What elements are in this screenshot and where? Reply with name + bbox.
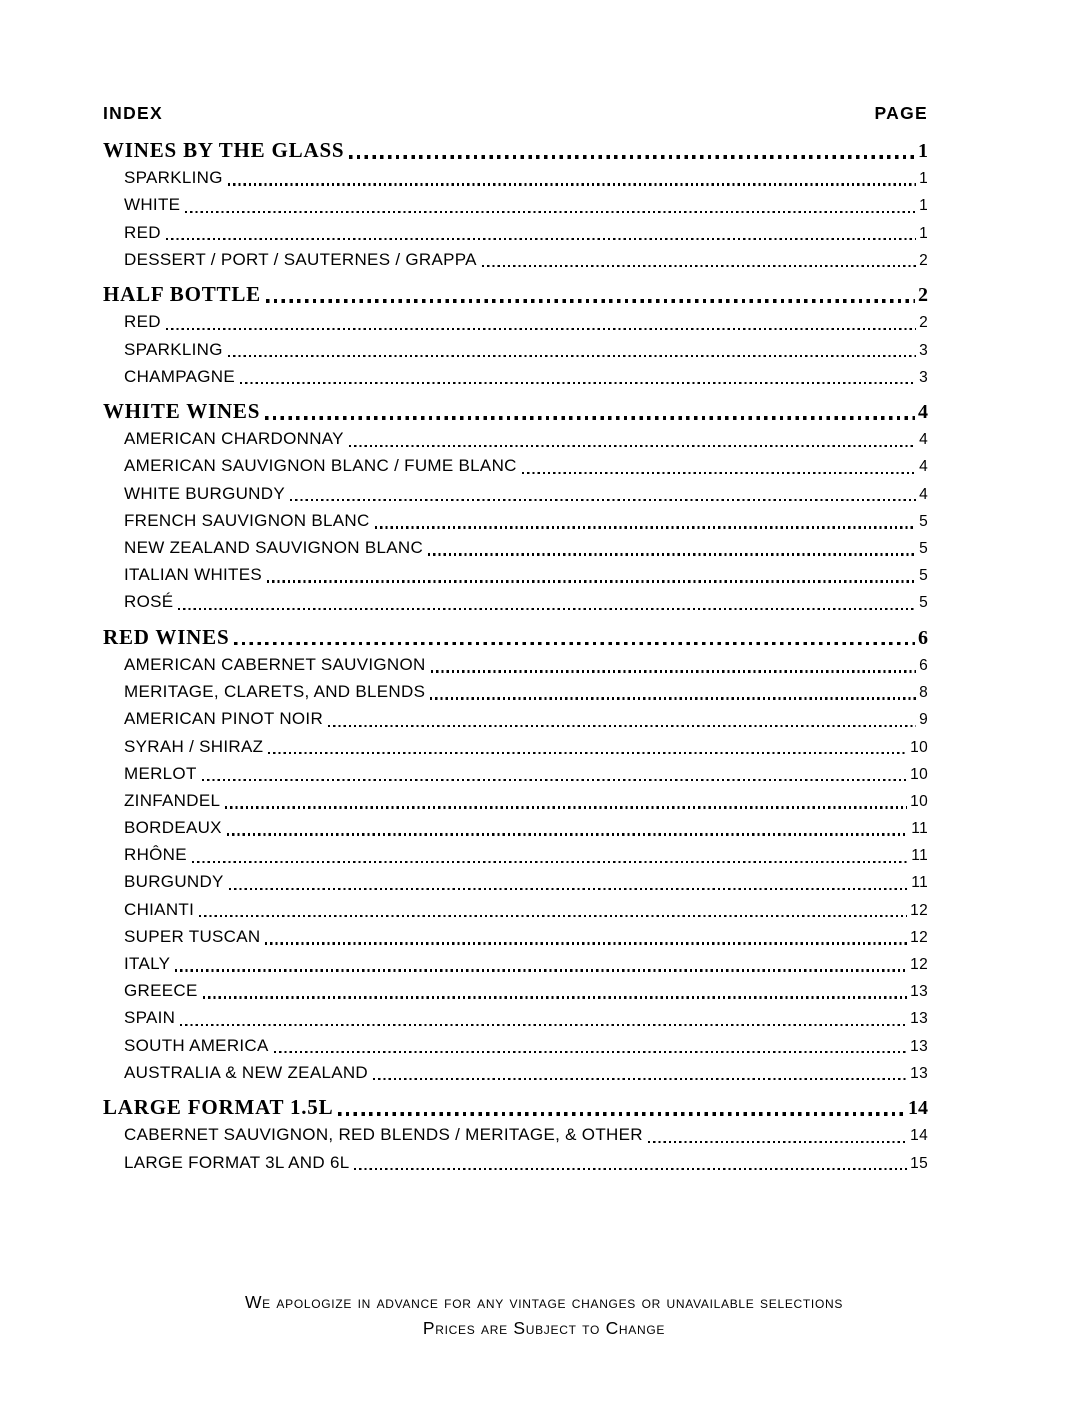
footer-line-vintage: We apologize in advance for any vintage changes or unavailable selections — [244, 1292, 844, 1312]
toc-entry-label: FRENCH SAUVIGNON BLANC — [124, 510, 370, 530]
page-column-heading: PAGE — [874, 103, 928, 123]
toc-entry-label: SPARKLING — [124, 339, 223, 359]
toc-row — [103, 624, 928, 651]
toc-entry-label: SUPER TUSCAN — [124, 926, 261, 946]
toc-row — [103, 868, 928, 895]
dot-leader — [349, 155, 915, 159]
toc-entry-page: 5 — [919, 512, 928, 530]
toc-row — [103, 588, 928, 615]
dot-leader — [185, 211, 916, 213]
toc-entry-label: RED — [124, 222, 161, 242]
toc-entry-page: 4 — [919, 485, 928, 503]
dot-leader — [227, 833, 908, 835]
toc-entry-page: 12 — [910, 956, 928, 973]
dot-leader — [648, 1141, 907, 1143]
toc-entry-page: 6 — [919, 656, 928, 674]
toc-row — [103, 1149, 928, 1176]
toc-entry-page: 13 — [910, 1064, 928, 1082]
toc-content — [103, 102, 928, 1176]
toc-entry-page: 2 — [919, 314, 928, 332]
toc-entry-label: CHAMPAGNE — [124, 366, 236, 386]
dot-leader — [373, 1078, 907, 1080]
toc-row — [103, 1094, 928, 1121]
footer-note — [0, 1289, 1088, 1341]
toc-entry-page: 5 — [919, 540, 928, 557]
toc-row — [103, 507, 928, 534]
toc-entry-page: 2 — [919, 251, 928, 269]
toc-entry-page: 13 — [910, 983, 928, 1001]
toc-entry-label: HALF BOTTLE — [103, 282, 261, 307]
dot-leader — [354, 1168, 907, 1170]
toc-row — [103, 425, 928, 452]
toc-entry-label: RED — [124, 312, 161, 332]
toc-row — [103, 191, 928, 218]
toc-entry-page: 11 — [911, 874, 928, 892]
toc-entry-page: 4 — [919, 431, 928, 449]
toc-row — [103, 760, 928, 787]
toc-entry-page: 11 — [911, 847, 928, 865]
toc-entry-label: BORDEAUX — [124, 818, 222, 838]
toc-entry-page: 13 — [910, 1037, 928, 1055]
dot-leader — [225, 806, 907, 808]
toc-entry-label: NEW ZEALAND SAUVIGNON BLANC — [124, 538, 424, 557]
toc-entry-page: 10 — [910, 765, 928, 783]
toc-row — [103, 1121, 928, 1148]
toc-entry-label: SPARKLING — [124, 168, 223, 188]
dot-leader — [267, 580, 916, 582]
index-heading: INDEX — [103, 103, 163, 123]
toc-entry-page: 3 — [919, 368, 928, 386]
toc-entry-label: AMERICAN CHARDONNAY — [124, 429, 344, 449]
dot-leader — [328, 725, 916, 727]
toc-entry-label: LARGE FORMAT 3L AND 6L — [124, 1152, 350, 1172]
toc-row — [103, 814, 928, 841]
toc-entry-page: 12 — [910, 901, 928, 919]
toc-entry-page: 11 — [911, 820, 928, 838]
toc-entry-page: 1 — [919, 170, 928, 188]
dot-leader — [199, 915, 907, 917]
toc-row — [103, 1004, 928, 1031]
toc-entry-label: CABERNET SAUVIGNON, RED BLENDS / MERITAGE, & OTHER — [124, 1125, 643, 1145]
dot-leader — [268, 752, 907, 754]
toc-entry-page: 3 — [919, 341, 928, 359]
dot-leader — [265, 942, 907, 944]
dot-leader — [338, 1112, 905, 1116]
dot-leader — [349, 445, 916, 447]
toc-entry-page: 15 — [910, 1154, 928, 1172]
dot-leader — [375, 526, 916, 528]
dot-leader — [166, 238, 916, 240]
toc-row — [103, 219, 928, 246]
toc-entry-label: AUSTRALIA & NEW ZEALAND — [124, 1062, 369, 1082]
toc-row — [103, 561, 928, 588]
toc-entry-label: ITALY — [124, 954, 171, 973]
dot-leader — [522, 472, 916, 474]
dot-leader — [228, 355, 916, 357]
dot-leader — [175, 969, 907, 971]
dot-leader — [265, 416, 915, 420]
toc-row — [103, 896, 928, 923]
toc-row — [103, 1059, 928, 1086]
dot-leader — [229, 888, 909, 890]
toc-entry-page: 8 — [919, 684, 928, 702]
toc-entry-label: AMERICAN PINOT NOIR — [124, 709, 324, 729]
toc-row — [103, 281, 928, 308]
toc-entry-page: 6 — [918, 626, 928, 649]
dot-leader — [180, 1024, 907, 1026]
toc-entry-label: RHÔNE — [124, 845, 187, 865]
toc-row — [103, 398, 928, 425]
toc-row — [103, 137, 928, 164]
toc-entry-label: AMERICAN CABERNET SAUVIGNON — [124, 654, 426, 674]
dot-leader — [428, 553, 916, 555]
toc-entry-label: SOUTH AMERICA — [124, 1035, 269, 1055]
toc-entry-page: 10 — [910, 738, 928, 756]
dot-leader — [482, 265, 916, 267]
dot-leader — [266, 299, 915, 303]
toc-entry-label: ZINFANDEL — [124, 790, 221, 810]
dot-leader — [166, 328, 916, 330]
toc-entry-label: RED WINES — [103, 624, 230, 649]
toc-entry-page: 14 — [908, 1097, 928, 1120]
toc-entry-label: AMERICAN SAUVIGNON BLANC / FUME BLANC — [124, 456, 517, 476]
dot-leader — [192, 861, 908, 863]
toc-entry-label: MERITAGE, CLARETS, AND BLENDS — [124, 682, 426, 702]
toc-entry-label: GREECE — [124, 981, 198, 1001]
toc-entry-page: 5 — [919, 567, 928, 585]
toc-row — [103, 841, 928, 868]
toc-entry-label: ITALIAN WHITES — [124, 565, 263, 585]
toc-row — [103, 164, 928, 191]
toc-header — [103, 102, 928, 124]
toc-row — [103, 651, 928, 678]
toc-row — [103, 923, 928, 950]
toc-entry-page: 2 — [918, 284, 928, 307]
toc-entry-page: 1 — [918, 140, 928, 162]
toc-row — [103, 678, 928, 705]
footer-line-prices: Prices are Subject to Change — [422, 1318, 666, 1338]
toc-entry-label: WINES BY THE GLASS — [103, 138, 345, 162]
toc-entry-page: 1 — [919, 197, 928, 215]
toc-row — [103, 705, 928, 732]
dot-leader — [203, 996, 908, 998]
toc-entry-label: SPAIN — [124, 1008, 176, 1028]
toc-entry-label: CHIANTI — [124, 899, 195, 919]
toc-row — [103, 1032, 928, 1059]
toc-row — [103, 363, 928, 390]
toc-entry-page: 4 — [918, 401, 928, 424]
toc-entry-label: SYRAH / SHIRAZ — [124, 736, 264, 756]
toc-list — [103, 137, 928, 1176]
toc-row — [103, 308, 928, 335]
toc-row — [103, 950, 928, 977]
toc-row — [103, 246, 928, 273]
toc-entry-page: 10 — [910, 792, 928, 810]
toc-entry-label: WHITE WINES — [103, 399, 261, 424]
dot-leader — [178, 608, 916, 610]
dot-leader — [274, 1051, 908, 1053]
toc-row — [103, 977, 928, 1004]
dot-leader — [202, 779, 908, 781]
dot-leader — [290, 499, 916, 501]
dot-leader — [431, 670, 917, 672]
toc-row — [103, 336, 928, 363]
toc-entry-label: MERLOT — [124, 763, 197, 783]
toc-entry-page: 4 — [919, 458, 928, 476]
toc-entry-label: LARGE FORMAT 1.5L — [103, 1095, 334, 1120]
dot-leader — [228, 183, 916, 185]
toc-row — [103, 787, 928, 814]
toc-entry-page: 14 — [910, 1127, 928, 1145]
toc-entry-page: 13 — [910, 1010, 928, 1028]
toc-row — [103, 452, 928, 479]
dot-leader — [430, 697, 916, 699]
toc-entry-label: ROSÉ — [124, 592, 174, 612]
toc-entry-page: 9 — [919, 711, 928, 729]
toc-entry-page: 5 — [919, 594, 928, 612]
toc-entry-label: DESSERT / PORT / SAUTERNES / GRAPPA — [124, 249, 477, 269]
toc-row — [103, 534, 928, 561]
toc-row — [103, 733, 928, 760]
toc-entry-page: 12 — [910, 928, 928, 946]
toc-entry-label: WHITE BURGUNDY — [124, 483, 285, 503]
dot-leader — [234, 642, 915, 646]
toc-row — [103, 480, 928, 507]
dot-leader — [240, 382, 916, 384]
toc-entry-page: 1 — [919, 224, 928, 242]
toc-entry-label: WHITE — [124, 195, 181, 215]
toc-entry-label: BURGUNDY — [124, 872, 224, 892]
